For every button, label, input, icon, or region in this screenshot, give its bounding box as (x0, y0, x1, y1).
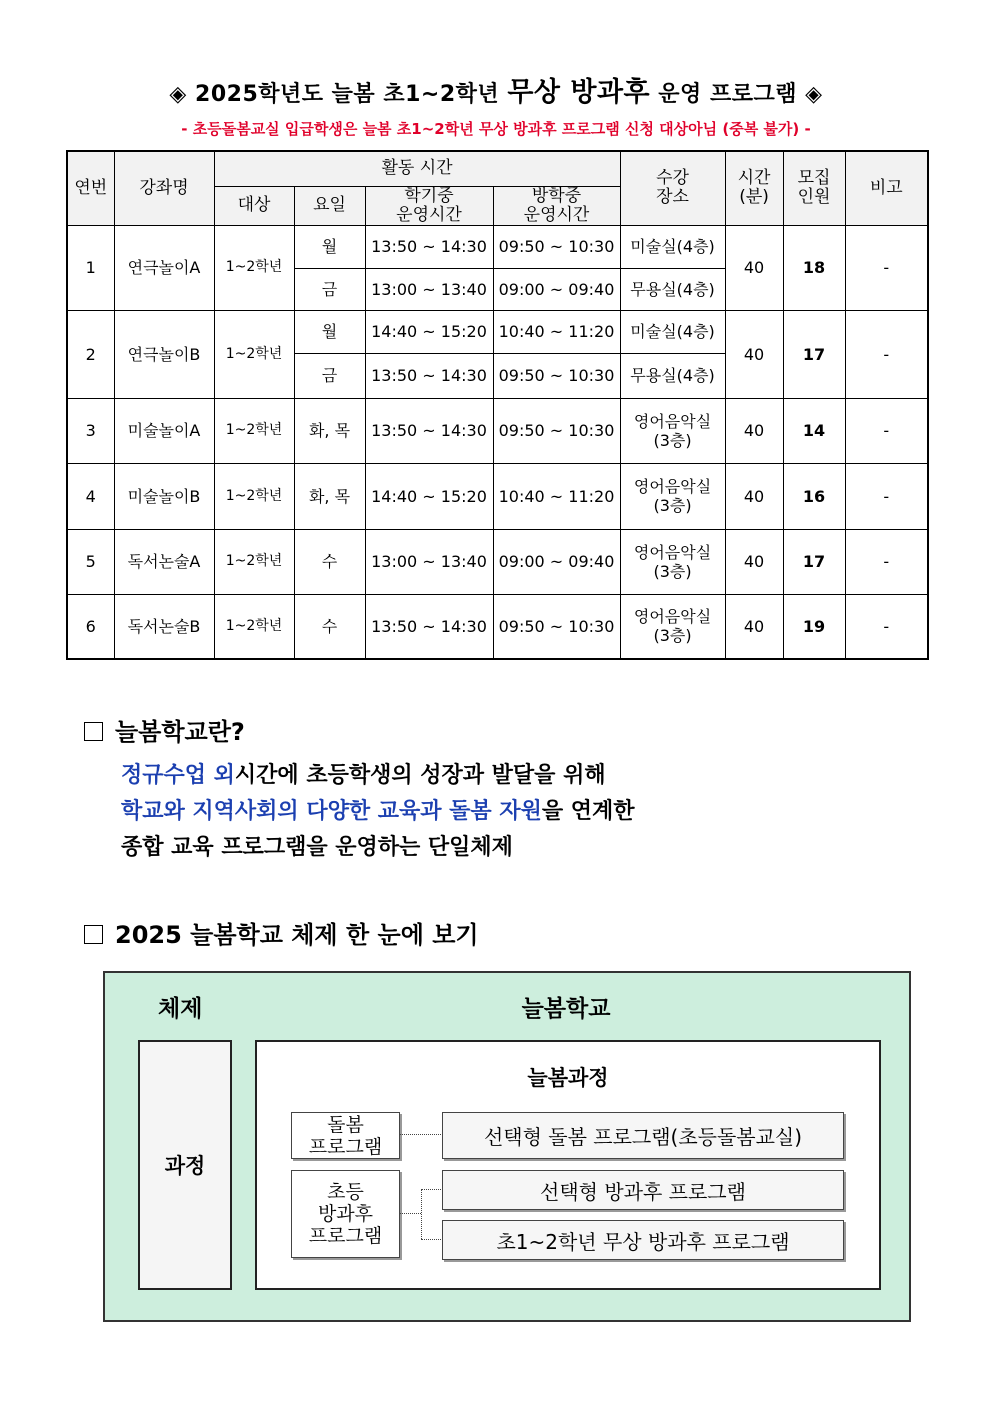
connector-line (400, 1134, 441, 1135)
cell-no: 1 (67, 225, 114, 310)
description-line: 종합 교육 프로그램을 운영하는 단일체제 (121, 835, 513, 860)
cell-no: 3 (67, 398, 114, 463)
cell-course: 독서논술B (114, 594, 214, 659)
cell-target: 1~2학년 (214, 529, 294, 594)
connector-line (400, 1213, 421, 1214)
cell-no: 4 (67, 463, 114, 529)
cell-day: 수 (294, 529, 365, 594)
program-title: 늘봄과정 (527, 1066, 609, 1090)
cell-course: 미술놀이A (114, 398, 214, 463)
cell-course: 연극놀이B (114, 310, 214, 398)
cell-day: 금 (294, 353, 365, 398)
cell-capacity: 17 (783, 529, 845, 594)
care-program-box: 돌봄 프로그램 (291, 1112, 400, 1159)
cell-place: 무용실(4층) (620, 268, 725, 310)
description-line (121, 758, 635, 794)
cell-no: 2 (67, 310, 114, 398)
cell-place: 영어음악실 (3층) (620, 529, 725, 594)
cell-capacity: 14 (783, 398, 845, 463)
cell-note: - (845, 594, 928, 659)
cell-day: 금 (294, 268, 365, 310)
cell-place: 미술실(4층) (620, 310, 725, 353)
header-note: 비고 (845, 151, 928, 225)
section-heading-text: 2025 늘봄학교 체제 한 눈에 보기 (115, 921, 479, 949)
cell-semester-time: 13:50 ~ 14:30 (365, 225, 493, 268)
cell-target: 1~2학년 (214, 310, 294, 398)
cell-capacity: 19 (783, 594, 845, 659)
cell-no: 5 (67, 529, 114, 594)
header-activity-time: 활동 시간 (214, 151, 620, 186)
cell-target: 1~2학년 (214, 225, 294, 310)
cell-note: - (845, 529, 928, 594)
cell-vacation-time: 09:50 ~ 10:30 (493, 225, 620, 268)
title-suffix: 운영 프로그램 (658, 82, 797, 107)
cell-capacity: 18 (783, 225, 845, 310)
highlight-text: 학교와 지역사회의 다양한 교육과 돌봄 자원 (121, 799, 542, 824)
cell-minutes: 40 (725, 529, 783, 594)
cell-minutes: 40 (725, 463, 783, 529)
cell-semester-time: 13:50 ~ 14:30 (365, 398, 493, 463)
school-label: 늘봄학교 (521, 996, 611, 1022)
connector-line (421, 1189, 441, 1190)
section-heading-text: 늘봄학교란? (115, 718, 245, 746)
header-place: 수강 장소 (620, 151, 725, 225)
cell-semester-time: 13:50 ~ 14:30 (365, 353, 493, 398)
cell-day: 수 (294, 594, 365, 659)
cell-vacation-time: 09:00 ~ 09:40 (493, 268, 620, 310)
cell-course: 독서논술A (114, 529, 214, 594)
cell-day: 월 (294, 225, 365, 268)
cell-minutes: 40 (725, 594, 783, 659)
system-diagram (103, 971, 911, 1322)
cell-note: - (845, 310, 928, 398)
cell-day: 화, 목 (294, 398, 365, 463)
cell-target: 1~2학년 (214, 398, 294, 463)
cell-place: 미술실(4층) (620, 225, 725, 268)
cell-day: 월 (294, 310, 365, 353)
title-emphasis: 무상 방과후 (507, 77, 651, 108)
cell-vacation-time: 09:50 ~ 10:30 (493, 353, 620, 398)
table-row (67, 310, 928, 353)
cell-semester-time: 14:40 ~ 15:20 (365, 463, 493, 529)
cell-semester-time: 13:00 ~ 13:40 (365, 529, 493, 594)
cell-course: 연극놀이A (114, 225, 214, 310)
cell-vacation-time: 09:50 ~ 10:30 (493, 398, 620, 463)
cell-minutes: 40 (725, 225, 783, 310)
section-heading-about (84, 712, 245, 747)
cell-place: 영어음악실 (3층) (620, 594, 725, 659)
highlight-text: 정규수업 외 (121, 763, 235, 788)
notice-text: - 초등돌봄교실 입급학생은 늘봄 초1~2학년 무상 방과후 프로그램 신청 대상아님 (중복 불가) - (181, 120, 811, 138)
table-row (67, 398, 928, 463)
care-selective-box: 선택형 돌봄 프로그램(초등돌봄교실) (442, 1112, 844, 1159)
connector-line (421, 1189, 422, 1239)
header-vacation-time: 방학중 운영시간 (493, 186, 620, 225)
description-text: 을 연계한 (541, 799, 635, 824)
cell-day: 화, 목 (294, 463, 365, 529)
title-prefix: 2025학년도 늘봄 초1~2학년 (195, 82, 500, 107)
program-box (255, 1040, 881, 1290)
cell-capacity: 17 (783, 310, 845, 398)
header-course: 강좌명 (114, 151, 214, 225)
cell-semester-time: 14:40 ~ 15:20 (365, 310, 493, 353)
cell-target: 1~2학년 (214, 463, 294, 529)
afterschool-program-box: 초등 방과후 프로그램 (291, 1170, 400, 1258)
header-day: 요일 (294, 186, 365, 225)
afterschool-free-box: 초1~2학년 무상 방과후 프로그램 (442, 1220, 844, 1260)
cell-semester-time: 13:50 ~ 14:30 (365, 594, 493, 659)
cell-minutes: 40 (725, 398, 783, 463)
cell-vacation-time: 09:50 ~ 10:30 (493, 594, 620, 659)
diamond-icon: ◈ (805, 82, 823, 107)
section-heading-system (84, 915, 479, 950)
table-row (67, 594, 928, 659)
table-row (67, 463, 928, 529)
cell-minutes: 40 (725, 310, 783, 398)
cell-target: 1~2학년 (214, 594, 294, 659)
cell-note: - (845, 225, 928, 310)
cell-place: 무용실(4층) (620, 353, 725, 398)
afterschool-selective-box: 선택형 방과후 프로그램 (442, 1170, 844, 1210)
header-target: 대상 (214, 186, 294, 225)
cell-vacation-time: 09:00 ~ 09:40 (493, 529, 620, 594)
cell-place: 영어음악실 (3층) (620, 463, 725, 529)
checkbox-square-icon (84, 925, 103, 944)
header-semester-time: 학기중 운영시간 (365, 186, 493, 225)
page-title (0, 70, 992, 109)
description-line (121, 794, 635, 830)
cell-vacation-time: 10:40 ~ 11:20 (493, 310, 620, 353)
system-label: 체제 (158, 996, 203, 1022)
checkbox-square-icon (84, 722, 103, 741)
course-box: 과정 (138, 1040, 232, 1290)
cell-vacation-time: 10:40 ~ 11:20 (493, 463, 620, 529)
description-text: 시간에 초등학생의 성장과 발달을 위해 (234, 763, 606, 788)
header-no: 연번 (67, 151, 114, 225)
cell-note: - (845, 463, 928, 529)
header-minutes: 시간 (분) (725, 151, 783, 225)
cell-place: 영어음악실 (3층) (620, 398, 725, 463)
connector-line (421, 1239, 441, 1240)
table-row (67, 225, 928, 268)
cell-note: - (845, 398, 928, 463)
cell-course: 미술놀이B (114, 463, 214, 529)
table-row (67, 529, 928, 594)
program-table (66, 150, 929, 660)
header-capacity: 모집 인원 (783, 151, 845, 225)
cell-semester-time: 13:00 ~ 13:40 (365, 268, 493, 310)
cell-no: 6 (67, 594, 114, 659)
diamond-icon: ◈ (169, 82, 187, 107)
about-description (121, 758, 635, 866)
cell-capacity: 16 (783, 463, 845, 529)
